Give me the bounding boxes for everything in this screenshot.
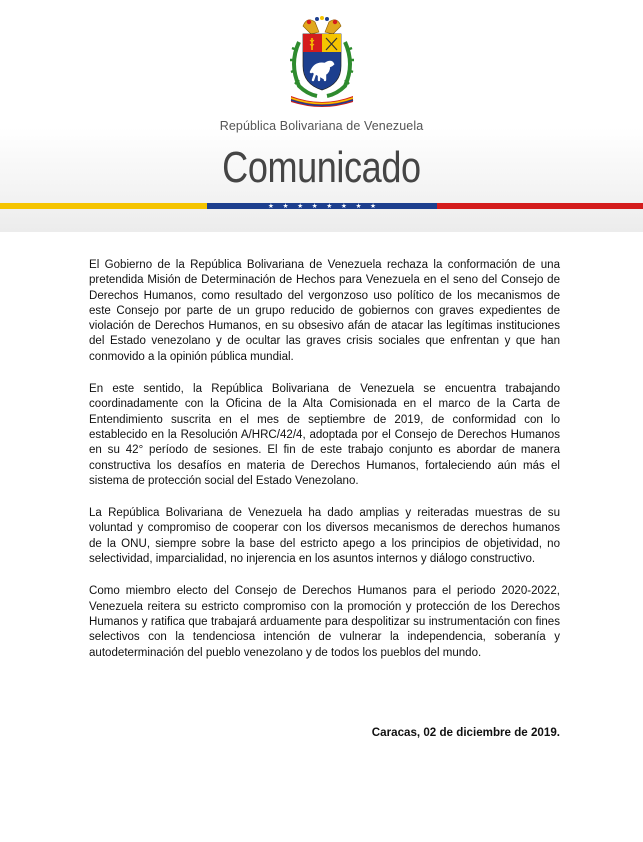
star-icon: ★: [370, 202, 376, 210]
signoff-date: Caracas, 02 de diciembre de 2019.: [371, 726, 560, 739]
star-icon: ★: [355, 202, 362, 210]
star-icon: ★: [297, 202, 304, 210]
paragraph-3: La República Bolivariana de Venezuela ha dado amplias y reiteradas muestras de su voluntad y compromiso de cooperar con los diversos mecanismos de derechos humanos de la ONU, siempre sobre la base del estricto apego a los principios de objetividad, no selectividad, imparcialidad, no injerencia en los asuntos internos y diálogo constructivo.: [89, 507, 560, 566]
star-icon: ★: [268, 202, 274, 210]
flag-yellow-stripe: [0, 203, 207, 209]
paragraph-1: El Gobierno de la República Bolivariana de Venezuela rechaza la conformación de una pretendida Misión de Determinación de Hechos para Venezuela en el seno del Consejo de Derechos Humanos, como resultado del vergonzoso uso político de los mecanismos de este Consejo por parte de un grupo reducido de gobiernos con graves expedientes de violación de Derechos Humanos, en su obsesivo afán de atacar las legítimas instituciones del Estado venezolano y de ocultar las graves crisis sociales que enfrentan y que han conmovido a la opinión pública mundial.: [89, 259, 560, 363]
star-icon: ★: [326, 202, 333, 210]
star-icon: ★: [282, 202, 289, 210]
letterhead: [0, 0, 643, 232]
star-icon: ★: [340, 202, 347, 210]
paragraph-2: En este sentido, la República Bolivariana de Venezuela se encuentra trabajando coordinadamente con la Oficina de la Alta Comisionada en el marco de la Carta de Entendimiento suscrita en el mes de septiembre de 2019, de conformidad con lo establecido en la Resolución A/HRC/42/4, adoptada por el Consejo de Derechos Humanos en su 42° período de sesiones. El fin de este trabajo conjunto es abordar de manera constructiva los desafíos en materia de Derechos Humanos, fortaleciendo aún más el sistema de protección social del Estado Venezolano.: [89, 383, 560, 487]
flag-stars: [268, 201, 376, 211]
page-title: Comunicado: [222, 143, 421, 192]
star-icon: ★: [311, 202, 318, 210]
republic-name: República Bolivariana de Venezuela: [219, 119, 424, 133]
coat-of-arms-venezuela-icon: [285, 14, 359, 108]
paragraph-4: Como miembro electo del Consejo de Derechos Humanos para el periodo 2020-2022, Venezuela reitera su estricto compromiso con la promoción y protección de los Derechos Humanos y ratifica que trabajará arduamente para despolitizar su instrumentación con fines selectivos con la tendenciosa intención de vulnerar la independencia, soberanía y autodeterminación del pueblo venezolano y de todos los pueblos del mundo.: [89, 585, 560, 659]
flag-divider: [0, 200, 643, 212]
statement-body: [89, 258, 560, 678]
flag-red-stripe: [437, 203, 643, 209]
